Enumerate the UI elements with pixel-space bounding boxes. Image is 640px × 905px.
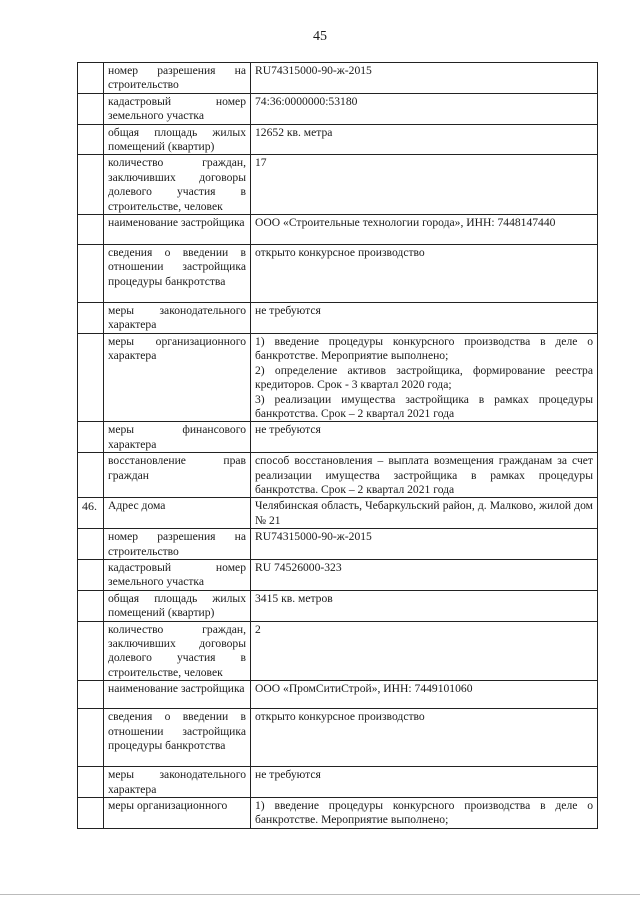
field-label: общая площадь жилых помещений (квартир) [104, 124, 251, 155]
row-number [78, 93, 104, 124]
table-row [78, 155, 598, 215]
field-label: наименование застройщика [104, 681, 251, 709]
row-number [78, 767, 104, 798]
row-number [78, 590, 104, 621]
row-number [78, 681, 104, 709]
field-value-line: открыто конкурсное производство [255, 710, 425, 724]
field-value-line: открыто конкурсное производство [255, 246, 425, 260]
field-value [251, 155, 598, 215]
field-value [251, 93, 598, 124]
table-row [78, 93, 598, 124]
field-value [251, 333, 598, 421]
construction-registry-table [77, 62, 598, 829]
row-number [78, 453, 104, 498]
field-value [251, 709, 598, 767]
field-value-line: 12652 кв. метра [255, 125, 333, 139]
field-label: Адрес дома [104, 498, 251, 529]
field-value [251, 498, 598, 529]
field-label: номер разрешения на строительство [104, 63, 251, 94]
table-row [78, 303, 598, 334]
field-label: общая площадь жилых помещений (квартир) [104, 590, 251, 621]
table-row [78, 529, 598, 560]
field-value [251, 215, 598, 245]
field-value-line: не требуются [255, 768, 321, 782]
field-value-line: 17 [255, 156, 267, 170]
row-number [78, 798, 104, 829]
row-number [78, 63, 104, 94]
row-number [78, 422, 104, 453]
field-label: количество граждан, заключивших договоры долевого участия в строительстве, человек [104, 621, 251, 681]
field-value-line: способ восстановления – выплата возмещения гражданам за счет реализации имущества застройщика в рамках процедуры банкротства. Срок – 2 квартал 2021 года [255, 454, 593, 496]
row-number [78, 245, 104, 303]
row-number [78, 621, 104, 681]
field-label: количество граждан, заключивших договоры долевого участия в строительстве, человек [104, 155, 251, 215]
field-label: восстановление прав граждан [104, 453, 251, 498]
field-label: кадастровый номер земельного участка [104, 93, 251, 124]
field-value-line: ООО «Строительные технологии города», ИНН: 7448147440 [255, 216, 556, 230]
field-value-line: 1) введение процедуры конкурсного производства в деле о банкротстве. Мероприятие выполнено; [255, 799, 593, 827]
table-row [78, 422, 598, 453]
field-label: меры финансового характера [104, 422, 251, 453]
row-number [78, 124, 104, 155]
field-value-line: не требуются [255, 304, 321, 318]
field-label: меры законодательного характера [104, 303, 251, 334]
field-value-line: 2) определение активов застройщика, формирование реестра кредиторов. Срок - 3 квартал 2020 года; [255, 363, 593, 392]
row-number [78, 559, 104, 590]
table-row [78, 498, 598, 529]
field-value-line: не требуются [255, 423, 321, 437]
field-value [251, 621, 598, 681]
field-value [251, 124, 598, 155]
field-value [251, 303, 598, 334]
field-value-line: 2 [255, 622, 261, 636]
field-value [251, 681, 598, 709]
field-value-line: RU74315000-90-ж-2015 [255, 530, 372, 544]
field-value [251, 798, 598, 829]
field-value-line: 3415 кв. метров [255, 591, 333, 605]
field-label: меры организационного характера [104, 333, 251, 421]
field-value-line: 3) реализации имущества застройщика в рамках процедуры банкротства. Срок – 2 квартал 2021 года [255, 392, 593, 420]
field-value-line: 74:36:0000000:53180 [255, 94, 358, 108]
field-label: меры законодательного характера [104, 767, 251, 798]
row-number [78, 155, 104, 215]
page-bottom-rule [0, 894, 640, 895]
field-value-line: Челябинская область, Чебаркульский район, д. Малково, жилой дом № 21 [255, 499, 593, 527]
field-value [251, 590, 598, 621]
field-label: меры организационного [104, 798, 251, 829]
table-row [78, 709, 598, 767]
field-value [251, 529, 598, 560]
table-row [78, 333, 598, 421]
table-row [78, 63, 598, 94]
table-row [78, 124, 598, 155]
page-number: 45 [313, 29, 327, 44]
table-row [78, 767, 598, 798]
field-value [251, 245, 598, 303]
field-label: номер разрешения на строительство [104, 529, 251, 560]
table-row [78, 681, 598, 709]
field-value [251, 422, 598, 453]
field-value [251, 767, 598, 798]
field-label: кадастровый номер земельного участка [104, 559, 251, 590]
table-row [78, 621, 598, 681]
field-value-line: ООО «ПромСитиСтрой», ИНН: 7449101060 [255, 682, 473, 696]
field-value [251, 63, 598, 94]
field-value-line: RU74315000-90-ж-2015 [255, 64, 372, 77]
table-row [78, 559, 598, 590]
table-row [78, 453, 598, 498]
row-number: 46. [78, 498, 104, 529]
row-number [78, 529, 104, 560]
field-label: наименование застройщика [104, 215, 251, 245]
field-value [251, 453, 598, 498]
field-label: сведения о введении в отношении застройщика процедуры банкротства [104, 245, 251, 303]
field-value-line: 1) введение процедуры конкурсного производства в деле о банкротстве. Мероприятие выполнено; [255, 334, 593, 363]
field-value [251, 559, 598, 590]
row-number [78, 709, 104, 767]
row-number [78, 333, 104, 421]
table-row [78, 590, 598, 621]
field-value-line: RU 74526000-323 [255, 560, 342, 574]
field-label: сведения о введении в отношении застройщика процедуры банкротства [104, 709, 251, 767]
table-row [78, 798, 598, 829]
table-row [78, 215, 598, 245]
row-number [78, 215, 104, 245]
table-row [78, 245, 598, 303]
row-number [78, 303, 104, 334]
